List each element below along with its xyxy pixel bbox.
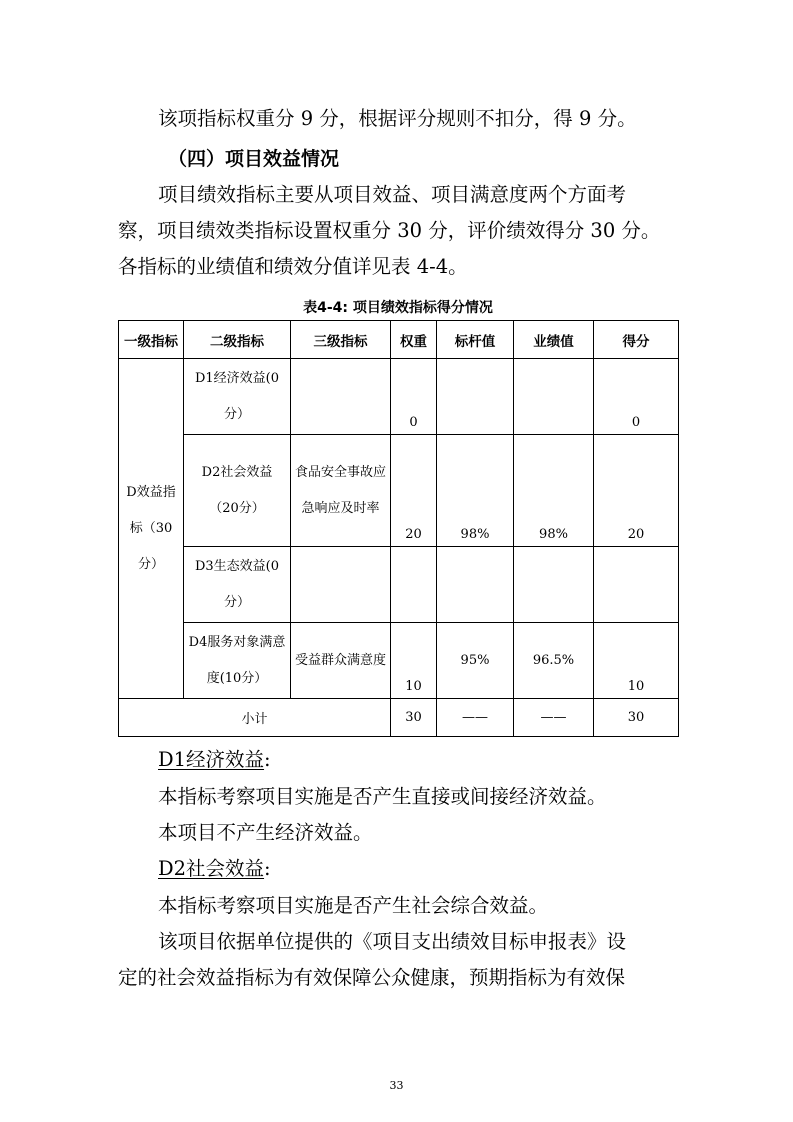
table-caption: 表4-4: 项目绩效指标得分情况	[303, 300, 493, 316]
header-cell: 权重	[391, 321, 437, 359]
d2-paragraph-2-line1: 该项目依据单位提供的《项目支出绩效目标申报表》设	[158, 930, 627, 953]
page-number: 33	[389, 1079, 404, 1092]
target-cell	[437, 359, 514, 435]
d1-title: D1经济效益:	[158, 748, 271, 771]
score-cell: 20	[594, 435, 679, 547]
weight-cell: 0	[391, 359, 437, 435]
level1-cell: D效益指标（30分）	[119, 359, 184, 699]
header-cell: 标杆值	[437, 321, 514, 359]
actual-cell	[514, 359, 594, 435]
d2-paragraph-2-line2: 定的社会效益指标为有效保障公众健康，预期指标为有效保	[118, 966, 626, 989]
table-row	[119, 547, 679, 623]
header-cell: 一级指标	[119, 321, 184, 359]
actual-cell	[514, 547, 594, 623]
weight-cell	[391, 547, 437, 623]
actual-cell: 98%	[514, 435, 594, 547]
header-cell: 二级指标	[184, 321, 291, 359]
subtotal-score: 30	[594, 699, 679, 737]
paragraph-weight-note: 该项指标权重分 9 分，根据评分规则不扣分，得 9 分。	[158, 107, 637, 130]
level2-cell: D1经济效益(0分）	[184, 359, 291, 435]
d1-paragraph-2: 本项目不产生经济效益。	[158, 821, 373, 844]
subtotal-weight: 30	[391, 699, 437, 737]
actual-cell: 96.5%	[514, 623, 594, 699]
paragraph-intro-line1: 项目绩效指标主要从项目效益、项目满意度两个方面考	[158, 183, 627, 206]
paragraph-intro-line2: 察，项目绩效类指标设置权重分 30 分，评价绩效得分 30 分。	[118, 219, 661, 242]
target-cell: 95%	[437, 623, 514, 699]
level3-cell	[291, 359, 391, 435]
header-cell: 业绩值	[514, 321, 594, 359]
weight-cell: 20	[391, 435, 437, 547]
score-table	[118, 320, 679, 737]
level3-cell	[291, 547, 391, 623]
section-heading: （四）项目效益情况	[168, 148, 340, 170]
level2-cell: D2社会效益（20分）	[184, 435, 291, 547]
header-cell: 得分	[594, 321, 679, 359]
subtotal-label: 小计	[119, 699, 391, 737]
header-cell: 三级指标	[291, 321, 391, 359]
d2-paragraph-1: 本指标考察项目实施是否产生社会综合效益。	[158, 894, 549, 917]
target-cell: 98%	[437, 435, 514, 547]
d1-paragraph-1: 本指标考察项目实施是否产生直接或间接经济效益。	[158, 785, 607, 808]
table-row	[119, 623, 679, 699]
subtotal-row	[119, 699, 679, 737]
table-header-row	[119, 321, 679, 359]
table-row	[119, 359, 679, 435]
score-cell	[594, 547, 679, 623]
subtotal-target: ——	[437, 699, 514, 737]
level3-cell: 受益群众满意度	[291, 623, 391, 699]
table-row	[119, 435, 679, 547]
target-cell	[437, 547, 514, 623]
d2-title: D2社会效益:	[158, 857, 271, 880]
level2-cell: D3生态效益(0分）	[184, 547, 291, 623]
paragraph-intro-line3: 各指标的业绩值和绩效分值详见表 4-4。	[118, 255, 468, 278]
score-cell: 0	[594, 359, 679, 435]
level3-cell: 食品安全事故应急响应及时率	[291, 435, 391, 547]
subtotal-actual: ——	[514, 699, 594, 737]
score-cell: 10	[594, 623, 679, 699]
level2-cell: D4服务对象满意度(10分）	[184, 623, 291, 699]
weight-cell: 10	[391, 623, 437, 699]
